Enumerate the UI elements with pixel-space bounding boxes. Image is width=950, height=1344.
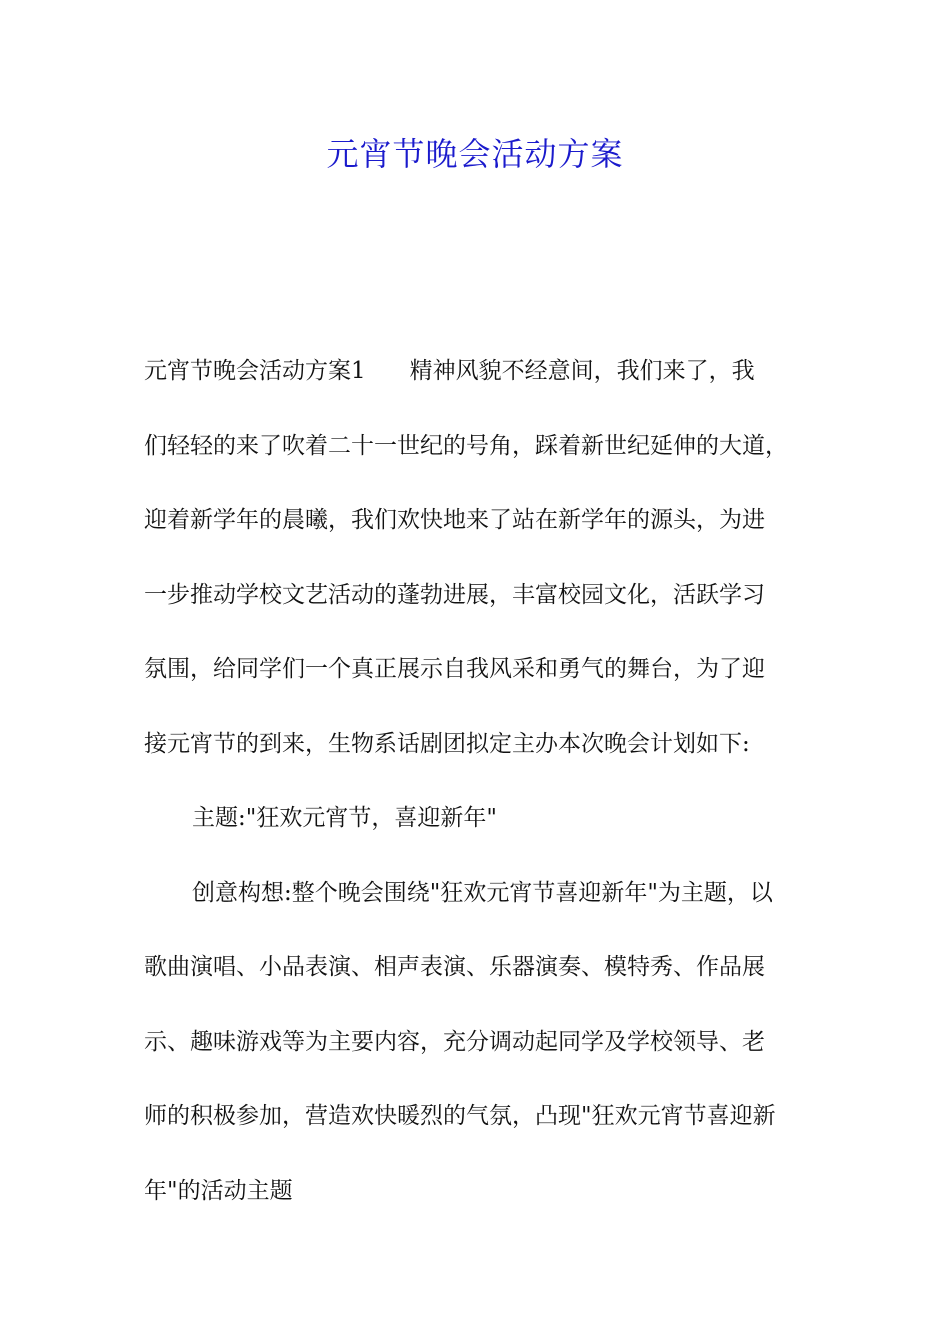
document-title: 元宵节晚会活动方案 xyxy=(326,135,624,173)
paragraph-1-lead: 元宵节晚会活动方案1 xyxy=(144,358,366,384)
paragraph-1-line-2: 们轻轻的来了吹着二十一世纪的号角，踩着新世纪延伸的大道， xyxy=(144,432,788,459)
paragraph-3-line-5: 年"的活动主题 xyxy=(144,1177,293,1204)
paragraph-1-line-3: 迎着新学年的晨曦，我们欢快地来了站在新学年的源头，为进 xyxy=(144,507,765,533)
paragraph-1-line-1-rest: 精神风貌不经意间，我们来了，我 xyxy=(409,358,755,384)
paragraph-3-line-4: 师的积极参加，营造欢快暖烈的气氛，凸现"狂欢元宵节喜迎新 xyxy=(144,1103,776,1129)
paragraph-1-line-5: 氛围，给同学们一个真正展示自我风采和勇气的舞台，为了迎 xyxy=(144,656,765,682)
paragraph-1-line-4: 一步推动学校文艺活动的蓬勃进展，丰富校园文化，活跃学习 xyxy=(144,581,765,608)
paragraph-1-line-1 xyxy=(144,334,812,409)
paragraph-3-line-2: 歌曲演唱、小品表演、相声表演、乐器演奏、模特秀、作品展 xyxy=(144,954,765,980)
paragraph-3-line-3: 示、趣味游戏等为主要内容，充分调动起同学及学校领导、老 xyxy=(144,1028,765,1055)
document-body xyxy=(144,334,812,1228)
paragraph-3-line-1: 创意构想:整个晚会围绕"狂欢元宵节喜迎新年"为主题，以 xyxy=(192,879,773,906)
paragraph-1-line-6: 接元宵节的到来，生物系话剧团拟定主办本次晚会计划如下: xyxy=(144,730,750,757)
theme-line: 主题:"狂欢元宵节，喜迎新年" xyxy=(192,805,497,831)
